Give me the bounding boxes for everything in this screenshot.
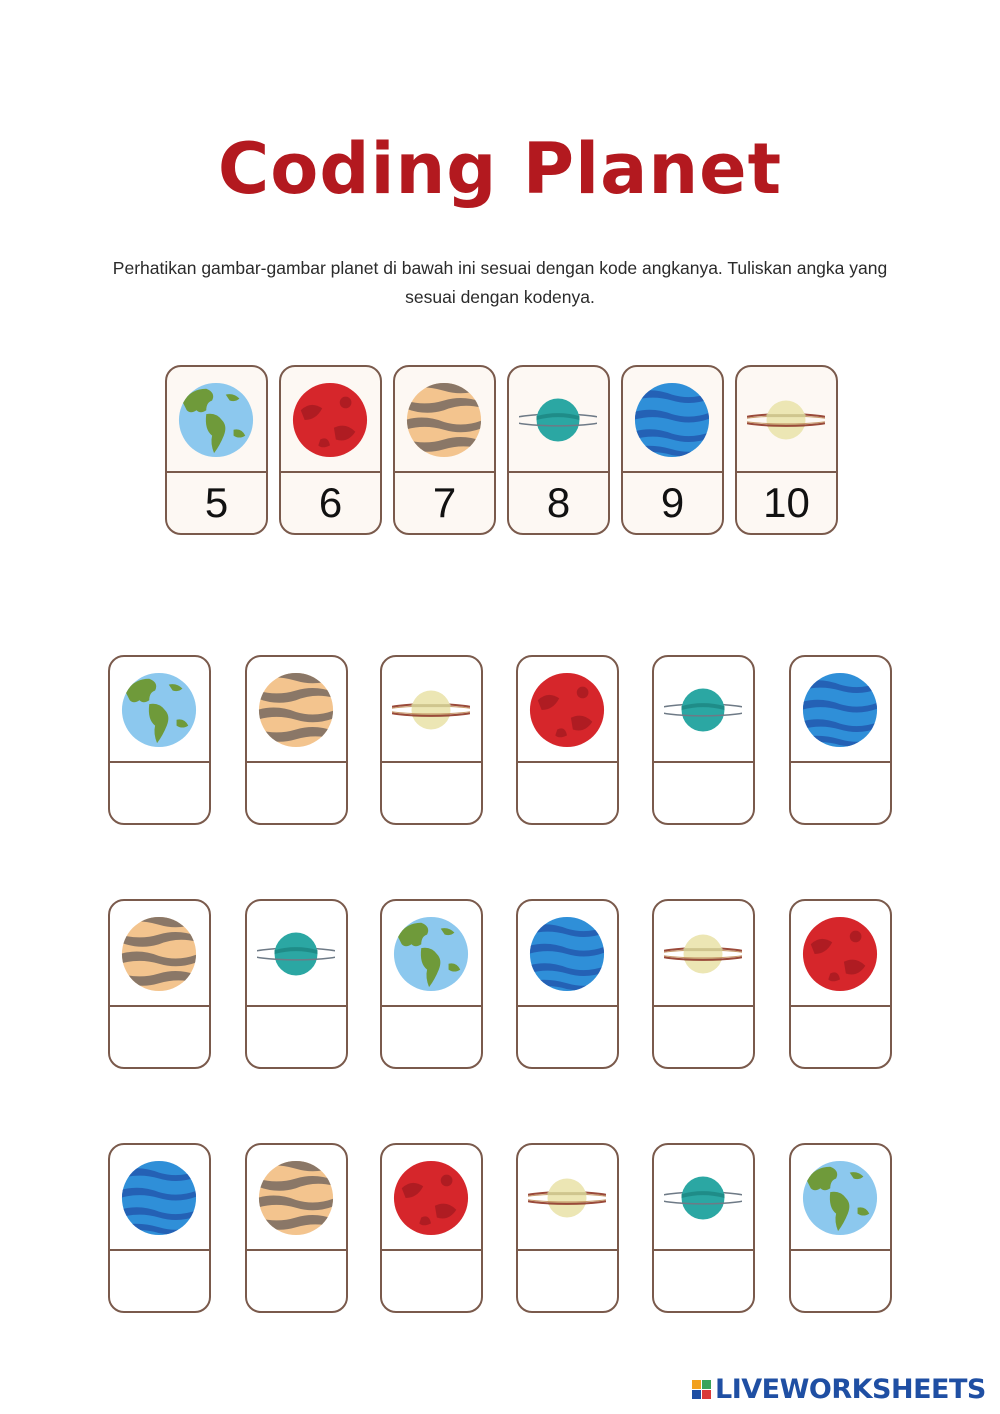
exercise-card — [380, 655, 483, 825]
exercise-card — [789, 899, 892, 1069]
exercise-card — [108, 655, 211, 825]
key-code-number: 10 — [763, 479, 810, 526]
answer-field[interactable] — [253, 1013, 340, 1061]
answer-field[interactable] — [388, 1013, 475, 1061]
answer-field[interactable] — [660, 769, 747, 817]
card-divider — [247, 1249, 346, 1251]
card-divider — [110, 1249, 209, 1251]
card-divider — [518, 1005, 617, 1007]
card-divider — [737, 471, 836, 473]
answer-field[interactable] — [253, 769, 340, 817]
card-divider — [791, 1005, 890, 1007]
card-divider — [654, 1249, 753, 1251]
answer-field[interactable] — [253, 1257, 340, 1305]
key-card-jupiter — [393, 365, 496, 535]
answer-field[interactable] — [116, 1257, 203, 1305]
key-code-number: 7 — [432, 479, 457, 526]
card-divider — [382, 1005, 481, 1007]
key-code-number: 6 — [318, 479, 343, 526]
instruction-text: Perhatikan gambar-gambar planet di bawah ini sesuai dengan kode angkanya. Tuliskan angka yang sesuai dengan kodenya. — [112, 258, 888, 307]
key-code-number: 9 — [660, 479, 685, 526]
answer-field[interactable] — [660, 1013, 747, 1061]
answer-field[interactable] — [797, 769, 884, 817]
card-divider — [247, 1005, 346, 1007]
brand-name: LIVEWORKSHEETS — [715, 1373, 986, 1405]
exercise-card — [108, 899, 211, 1069]
card-divider — [654, 1005, 753, 1007]
answer-field[interactable] — [524, 1013, 611, 1061]
key-card-saturn — [735, 365, 838, 535]
exercise-card — [516, 1143, 619, 1313]
card-divider — [167, 471, 266, 473]
page-title: Coding Planet — [217, 128, 783, 210]
key-card-neptune — [621, 365, 724, 535]
answer-field[interactable] — [797, 1013, 884, 1061]
key-card-mars — [279, 365, 382, 535]
key-card-earth — [165, 365, 268, 535]
card-divider — [110, 761, 209, 763]
card-divider — [654, 761, 753, 763]
answer-field[interactable] — [797, 1257, 884, 1305]
exercise-card — [652, 899, 755, 1069]
card-divider — [247, 761, 346, 763]
answer-field[interactable] — [524, 1257, 611, 1305]
exercise-card — [516, 655, 619, 825]
card-divider — [623, 471, 722, 473]
exercise-card — [245, 655, 348, 825]
exercise-card — [652, 655, 755, 825]
exercise-card — [789, 1143, 892, 1313]
card-divider — [382, 1249, 481, 1251]
key-code-number: 8 — [546, 479, 571, 526]
exercise-card — [789, 655, 892, 825]
exercise-card — [245, 1143, 348, 1313]
exercise-card — [516, 899, 619, 1069]
card-divider — [110, 1005, 209, 1007]
exercise-card — [380, 899, 483, 1069]
card-divider — [509, 471, 608, 473]
logo-icon — [692, 1380, 711, 1399]
exercise-card — [652, 1143, 755, 1313]
card-divider — [791, 761, 890, 763]
card-divider — [518, 761, 617, 763]
answer-field[interactable] — [388, 1257, 475, 1305]
card-divider — [791, 1249, 890, 1251]
answer-field[interactable] — [388, 769, 475, 817]
answer-field[interactable] — [116, 769, 203, 817]
answer-field[interactable] — [116, 1013, 203, 1061]
card-divider — [281, 471, 380, 473]
card-divider — [395, 471, 494, 473]
card-divider — [382, 761, 481, 763]
exercise-card — [108, 1143, 211, 1313]
answer-field[interactable] — [660, 1257, 747, 1305]
answer-field[interactable] — [524, 769, 611, 817]
exercise-card — [380, 1143, 483, 1313]
liveworksheets-logo — [692, 1374, 986, 1404]
exercise-card — [245, 899, 348, 1069]
card-divider — [518, 1249, 617, 1251]
key-card-uranus — [507, 365, 610, 535]
key-code-number: 5 — [204, 479, 229, 526]
